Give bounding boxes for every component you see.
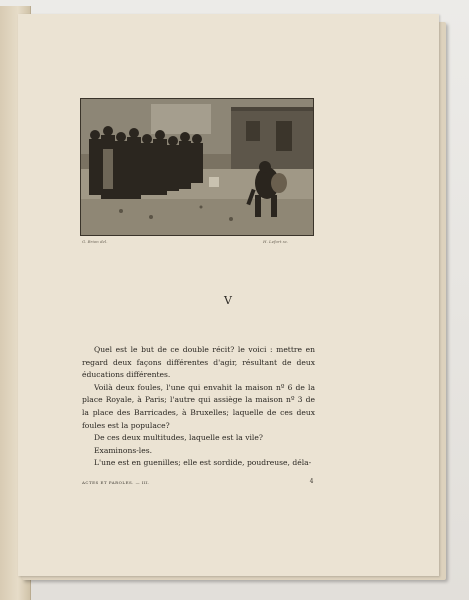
body-text xyxy=(82,344,315,470)
book-page xyxy=(18,14,439,576)
engraving-scene xyxy=(81,99,313,235)
paragraph: Examinons-les. xyxy=(94,445,153,455)
paragraph: Quel est le but de ce double récit? le voici : mettre en regard deux façons différentes d'agir, résultant de deux éducations différentes. xyxy=(82,345,315,380)
chapter-number: V xyxy=(224,294,233,307)
signature-number: 4 xyxy=(309,478,314,485)
paragraph: L'une est en guenilles; elle est sordide, poudreuse, déla- xyxy=(94,458,312,468)
paragraph: De ces deux multitudes, laquelle est la vile? xyxy=(94,433,263,443)
paragraph: Voilà deux foules, l'une qui envahit la maison nº 6 de la place Royale, à Paris; l'autre qui assiège la maison nº 3 de la place des Barricades, à Bruxelles; laquelle de ces deux foules est la populace? xyxy=(82,382,315,430)
engraving-illustration xyxy=(80,98,314,236)
illustration-credit-left: G. Brion del. xyxy=(82,239,108,244)
page-footer xyxy=(82,478,314,488)
signature-mark: ACTES ET PAROLES. — III. xyxy=(82,480,150,485)
illustration-credit-right: H. Lefort sc. xyxy=(263,239,289,244)
